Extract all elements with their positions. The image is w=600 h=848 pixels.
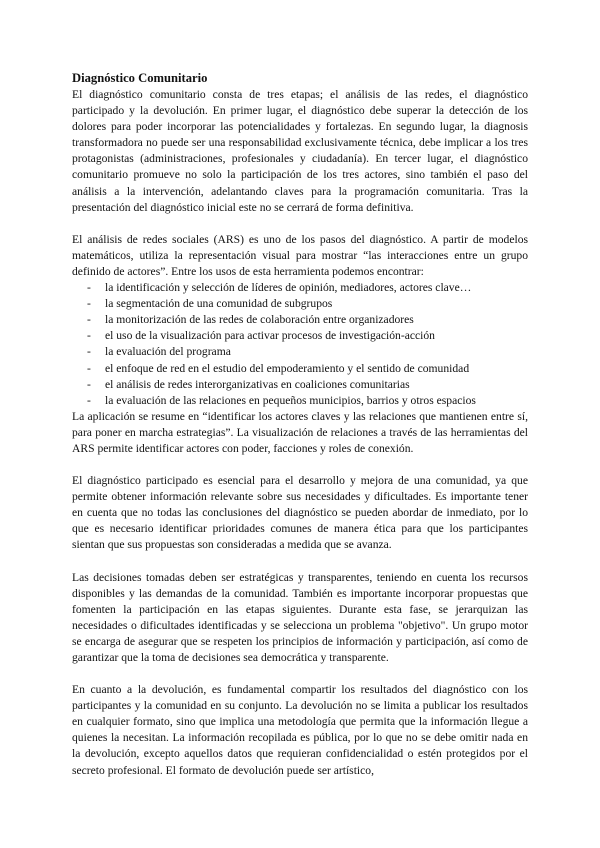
document-page — [72, 70, 528, 795]
list-item: - la segmentación de una comunidad de subgrupos — [72, 296, 528, 312]
list-item: - el uso de la visualización para activar procesos de investigación-acción — [72, 328, 528, 344]
document-title: Diagnóstico Comunitario — [72, 71, 208, 85]
list-item: - la evaluación del programa — [72, 344, 528, 360]
paragraph-decisions: Las decisiones tomadas deben ser estratégicas y transparentes, teniendo en cuenta los recursos disponibles y las demandas de la comunidad. También es importante incorporar propuestas que fomenten la participación en las etapas siguientes. Durante esta fase, se jerarquizan las necesidades o dificultades identificadas y se selecciona un problema "objetivo". Un grupo motor se encarga de asegurar que se respeten los principios de información y participación, así como de garantizar que la toma de decisiones sea democrática y transparente. — [72, 570, 528, 664]
paragraph-ars-application: La aplicación se resume en “identificar los actores claves y las relaciones que mantienen entre sí, para poner en marcha estrategias”. La visualización de relaciones a través de las herramientas del ARS permite identificar actores con poder, facciones y roles de conexión. — [72, 409, 528, 455]
ars-uses-list — [72, 280, 528, 409]
list-item: - la monitorización de las redes de colaboración entre organizadores — [72, 312, 528, 328]
list-item: - la evaluación de las relaciones en pequeños municipios, barrios y otros espacios — [72, 393, 528, 409]
list-item: - el enfoque de red en el estudio del empoderamiento y el sentido de comunidad — [72, 361, 528, 377]
paragraph-intro: El diagnóstico comunitario consta de tres etapas; el análisis de las redes, el diagnóstico participado y la devolución. En primer lugar, el diagnóstico debe superar la detección de los dolores para poder incorporar las potencialidades y fortalezas. En segundo lugar, la diagnosis transformadora no puede ser una responsabilidad exclusivamente técnica, debe implicar a los tres protagonistas (administraciones, profesionales y ciudadanía). En tercer lugar, el diagnóstico comunitario promueve no solo la participación de los tres actores, sino también el paso del análisis a la intervención, adelantando claves para la programación comunitaria. Tras la presentación del diagnóstico inicial este no se cerrará de forma definitiva. — [72, 88, 528, 214]
paragraph-ars: El análisis de redes sociales (ARS) es uno de los pasos del diagnóstico. A partir de modelos matemáticos, utiliza la representación visual para mostrar “las interacciones entre un grupo definido de actores”. Entre los usos de esta herramienta podemos encontrar: — [72, 232, 528, 278]
paragraph-devolution: En cuanto a la devolución, es fundamental compartir los resultados del diagnóstico con los participantes y la comunidad en su conjunto. La devolución no se limita a publicar los resultados en cualquier formato, sino que implica una metodología que permita que la información llegue a quienes la necesitan. La información recopilada es pública, por lo que no se debe omitir nada en la devolución, excepto aquellos datos que requieran confidencialidad o estén protegidos por el secreto profesional. El formato de devolución puede ser artístico, — [72, 683, 528, 777]
list-item: - la identificación y selección de líderes de opinión, mediadores, actores clave… — [72, 280, 528, 296]
list-item: - el análisis de redes interorganizativas en coaliciones comunitarias — [72, 377, 528, 393]
paragraph-participatory-diagnosis: El diagnóstico participado es esencial para el desarrollo y mejora de una comunidad, ya que permite obtener información relevante sobre sus necesidades y dificultades. Es importante tener en cuenta que no todas las conclusiones del diagnóstico se pueden abordar de inmediato, por lo que es necesario identificar prioridades comunes de manera ética para que los participantes sientan que sus propuestas son consideradas a medida que se avanza. — [72, 474, 528, 552]
